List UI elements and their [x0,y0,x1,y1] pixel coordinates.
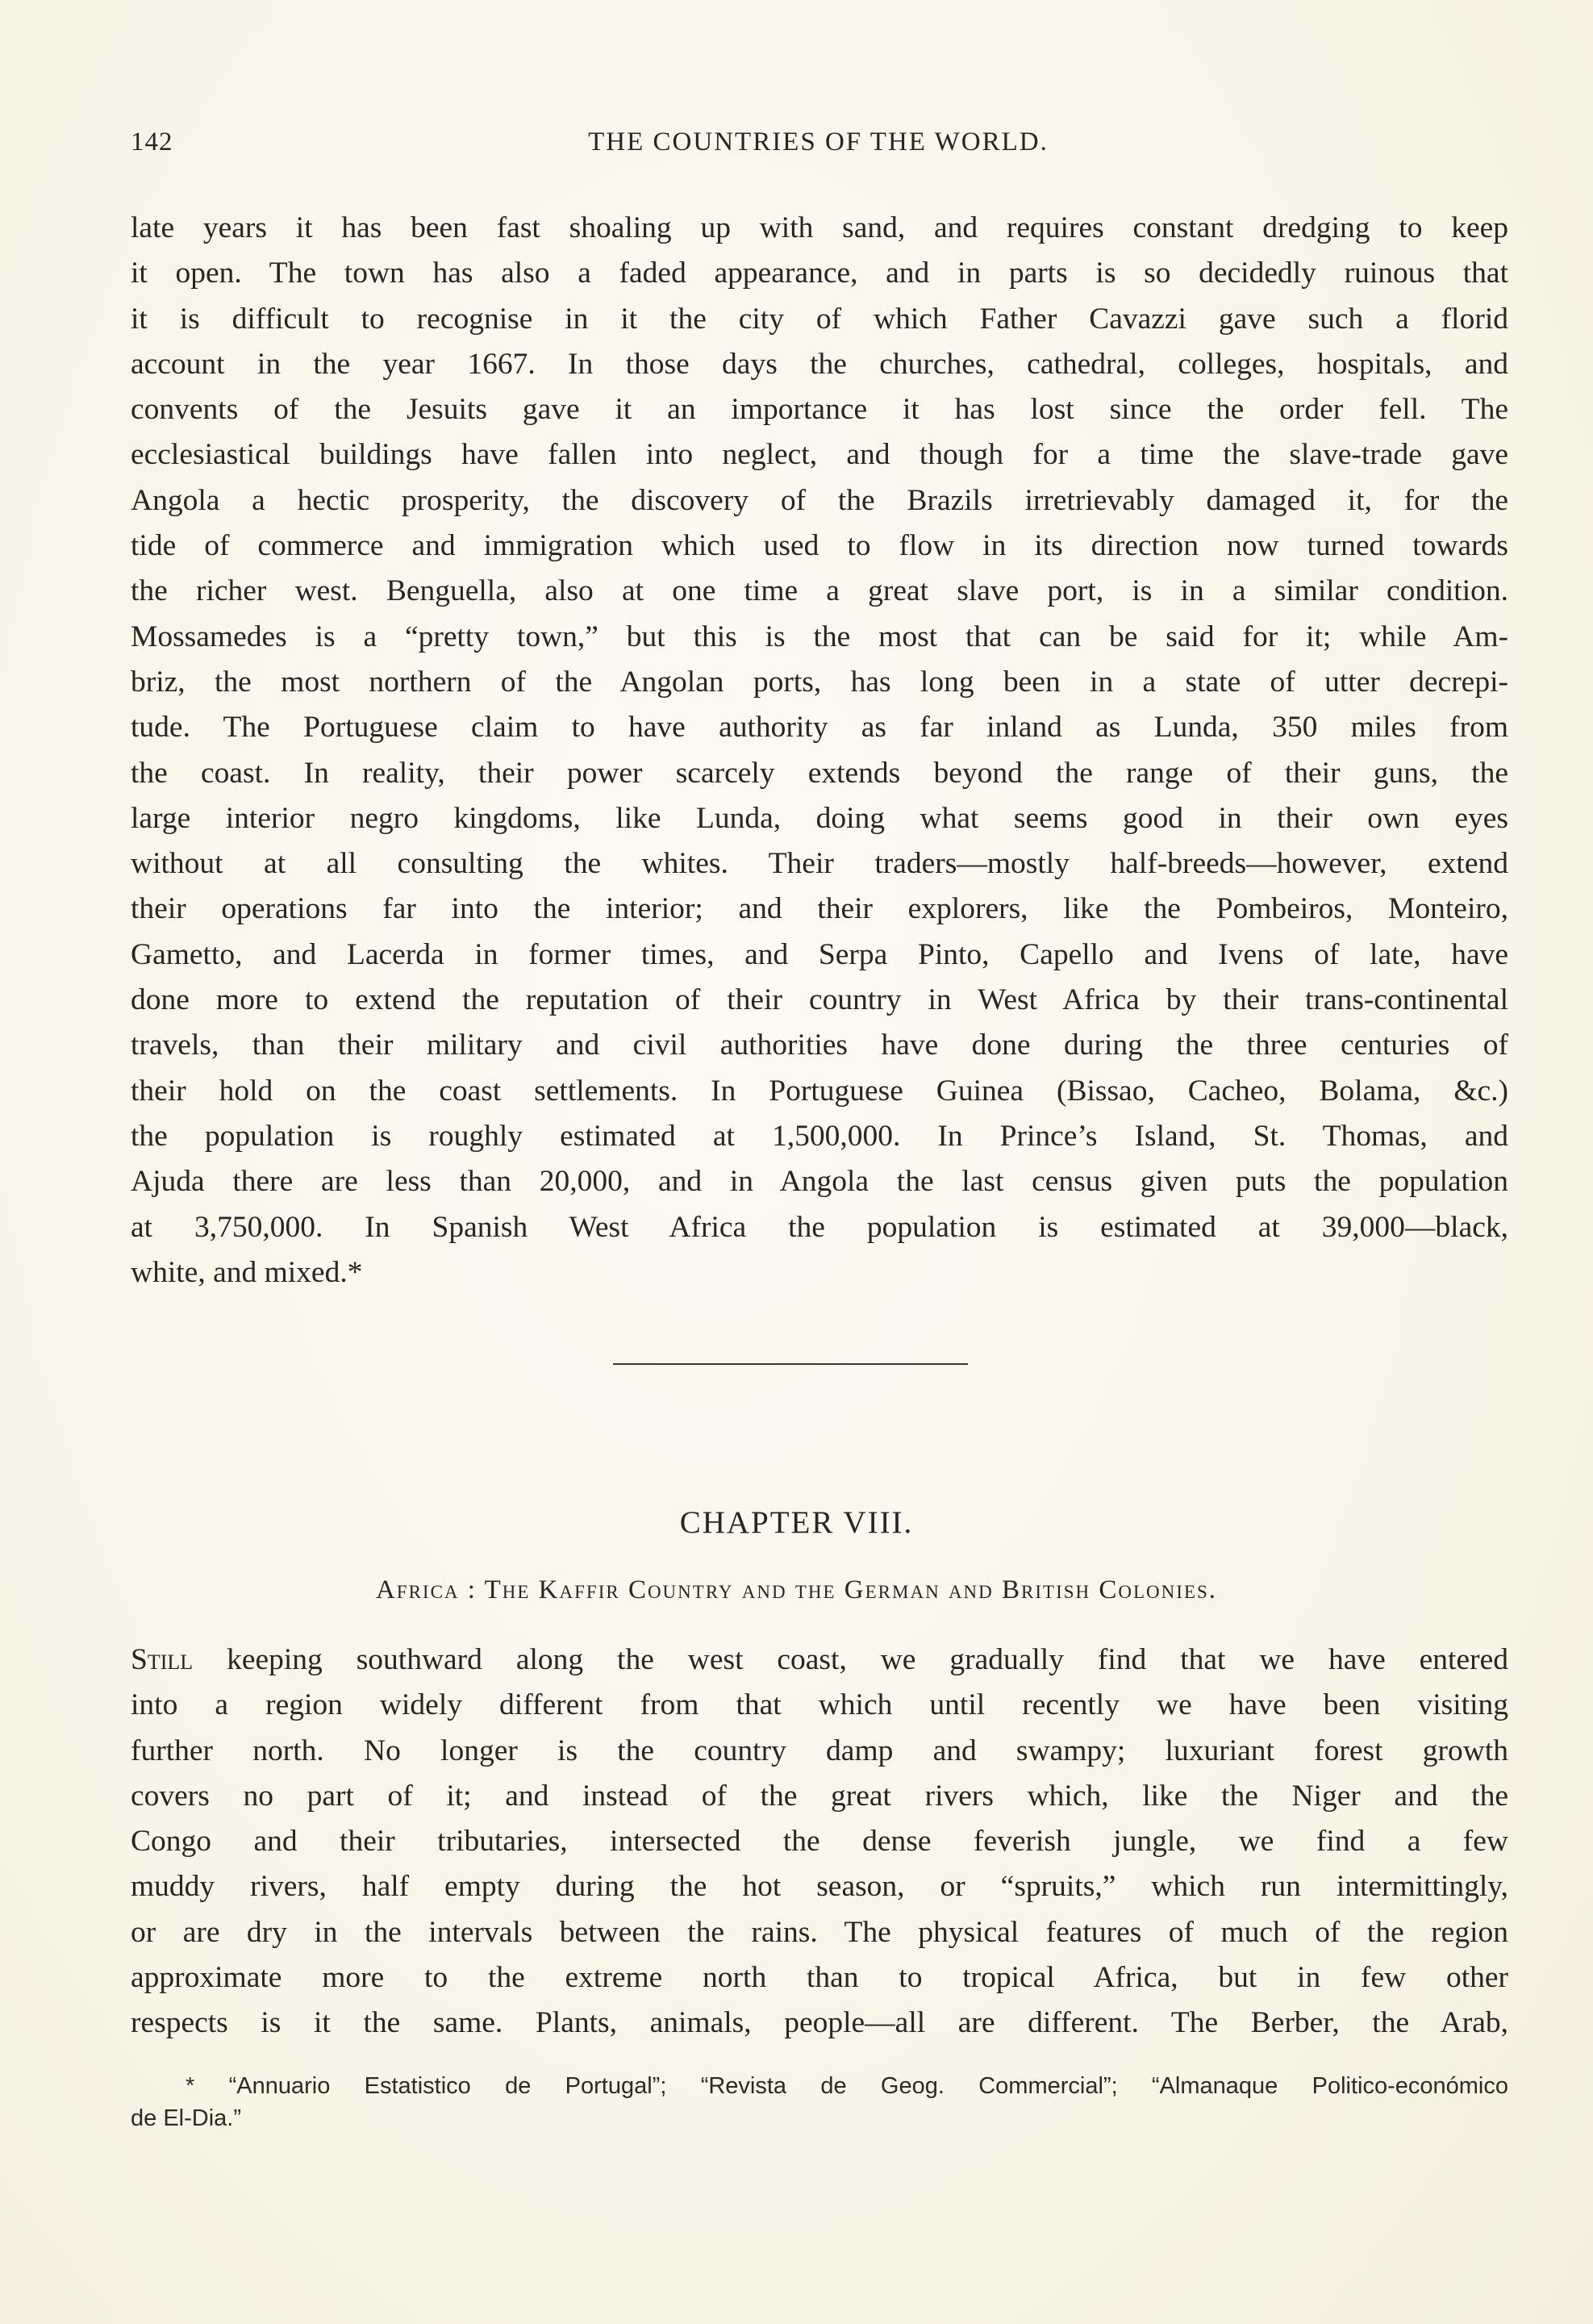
text-line: it open. The town has also a faded appearance, and in parts is so decidedly ruinous that [131,257,1508,290]
text-line: Congo and their tributaries, intersected the dense feverish jungle, we find a few [131,1825,1508,1859]
text-line: at 3,750,000. In Spanish West Africa the population is estimated at 39,000—black, [131,1210,1508,1244]
text-line: tude. The Portuguese claim to have authority as far inland as Lunda, 350 miles from [131,711,1508,745]
text-line: covers no part of it; and instead of the great rivers which, like the Niger and the [131,1779,1508,1813]
text-line: late years it has been fast shoaling up with sand, and requires constant dredging to keep [131,211,1508,244]
text-line: the coast. In reality, their power scarcely extends beyond the range of their guns, the [131,756,1508,790]
text-line: without at all consulting the whites. Their traders—mostly half-breeds—however, extend [131,847,1508,881]
text-line: account in the year 1667. In those days the churches, cathedral, colleges, hospitals, and [131,347,1508,381]
footnote-line: * “Annuario Estatistico de Portugal”; “Revista de Geog. Commercial”; “Almanaque Politico-económico [186,2073,1508,2099]
text-line: done more to extend the reputation of their country in West Africa by their trans-continental [131,983,1508,1017]
running-head [131,127,1506,168]
text-line: Ajuda there are less than 20,000, and in Angola the last census given puts the population [131,1165,1508,1199]
text-line: into a region widely different from that which until recently we have been visiting [131,1688,1508,1722]
chapter-subtitle: Africa : The Kaffir Country and the German and British Colonies. [375,1575,1218,1604]
text-line: the richer west. Benguella, also at one time a great slave port, is in a similar condition. [131,574,1508,608]
text-line: ecclesiastical buildings have fallen into neglect, and though for a time the slave-trade gave [131,438,1508,472]
text-line: white, and mixed.* [131,1255,363,1289]
text-line: briz, the most northern of the Angolan ports, has long been in a state of utter decrepi- [131,665,1508,699]
text-line: further north. No longer is the country damp and swampy; luxuriant forest growth [131,1734,1508,1767]
text-line: approximate more to the extreme north than to tropical Africa, but in few other [131,1961,1508,1995]
text-line: Mossamedes is a “pretty town,” but this is the most that can be said for it; while Am- [131,620,1508,653]
text-line: Angola a hectic prosperity, the discovery of the Brazils irretrievably damaged it, for the [131,483,1508,517]
text-line: it is difficult to recognise in it the city of which Father Cavazzi gave such a florid [131,302,1508,336]
text-line: respects is it the same. Plants, animals, people—all are different. The Berber, the Arab, [131,2006,1508,2040]
chapter-opening-paragraph [131,1638,1508,2047]
text-line: Gametto, and Lacerda in former times, and Serpa Pinto, Capello and Ivens of late, have [131,937,1508,971]
text-line: their operations far into the interior; and their explorers, like the Pombeiros, Monteiro, [131,892,1508,926]
text-line: their hold on the coast settlements. In Portuguese Guinea (Bissao, Cacheo, Bolama, &c.) [131,1074,1508,1108]
text-line: the population is roughly estimated at 1,500,000. In Prince’s Island, St. Thomas, and [131,1119,1508,1153]
text-line: convents of the Jesuits gave it an importance it has lost since the order fell. The [131,393,1508,427]
running-title: THE COUNTRIES OF THE WORLD. [588,127,1049,156]
chapter-title: CHAPTER VIII. [679,1505,914,1540]
footnote-line: de El-Dia.” [131,2105,241,2131]
text-fragment: keeping southward along the west coast, we gradually find that we have entered [193,1643,1508,1676]
opening-word: Still [131,1643,194,1676]
footnote [131,2070,1508,2134]
continuation-paragraph [131,206,1508,1296]
text-line [131,1638,1508,1683]
text-line: muddy rivers, half empty during the hot season, or “spruits,” which run intermittingly, [131,1870,1508,1904]
text-line: tide of commerce and immigration which used to flow in its direction now turned towards [131,529,1508,563]
text-line: travels, than their military and civil authorities have done during the three centuries of [131,1028,1508,1062]
page-number: 142 [131,127,173,156]
text-line: or are dry in the intervals between the rains. The physical features of much of the region [131,1915,1508,1949]
text-line: large interior negro kingdoms, like Lunda, doing what seems good in their own eyes [131,801,1508,835]
section-divider [613,1363,968,1365]
